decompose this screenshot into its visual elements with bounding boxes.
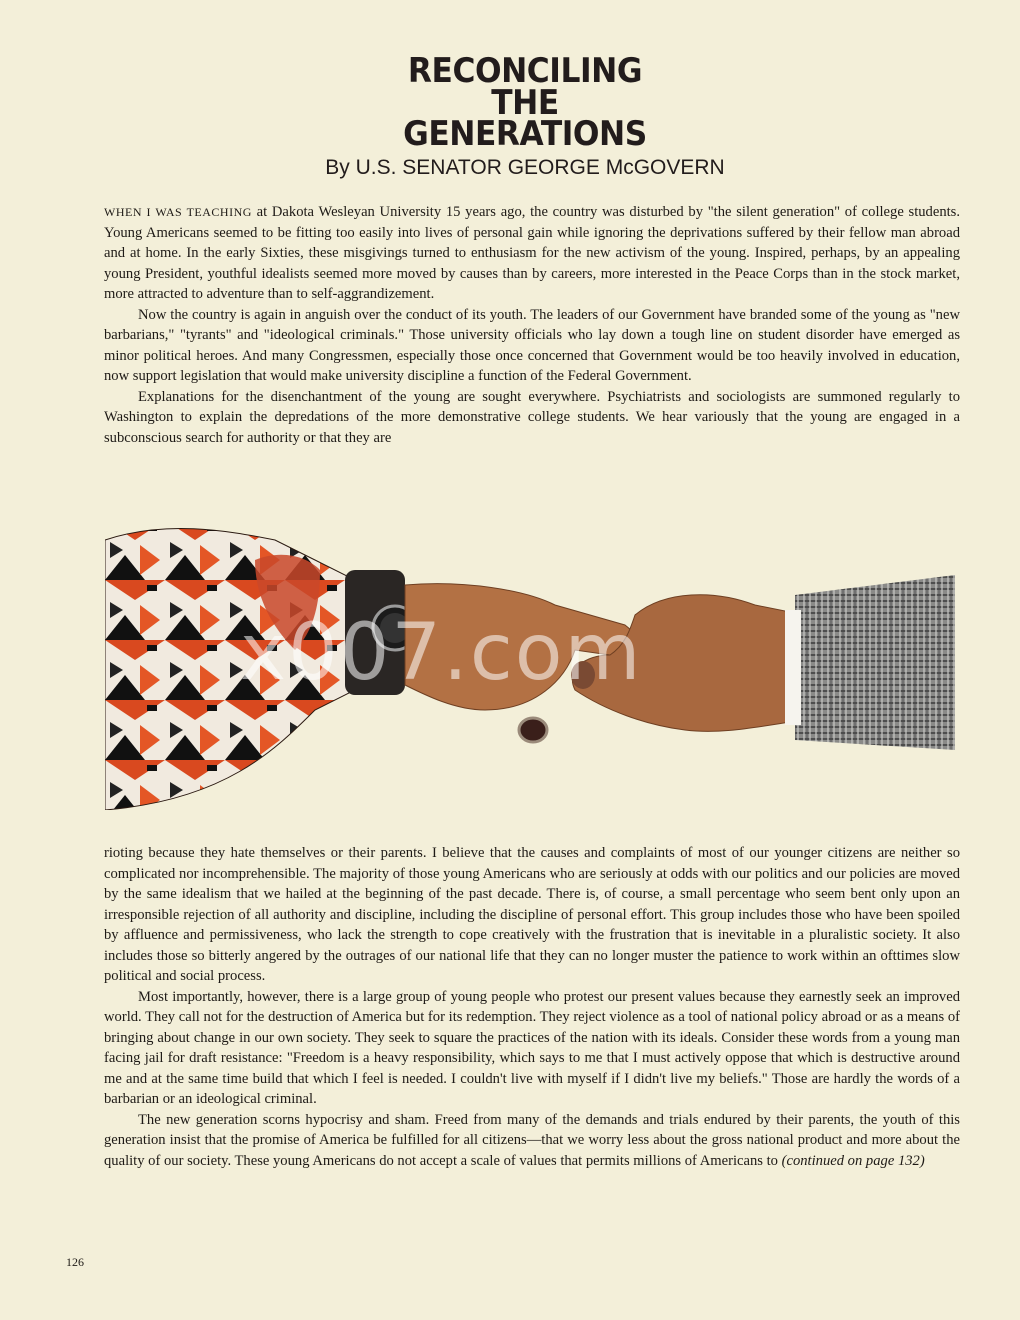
paragraph (104, 202, 960, 305)
article-body-top (104, 202, 960, 494)
continuation-note: (continued on page 132) (781, 1152, 925, 1169)
lead-in: WHEN I WAS TEACHING (104, 205, 252, 219)
article-body-bottom (104, 843, 960, 1269)
watermark: x007.com (240, 608, 643, 698)
paragraph: Now the country is again in anguish over the conduct of its youth. The leaders of our Government have branded some of the young as "new barbarians," "tyrants" and "ideological criminals." Those university officials who lay down a tough line on student disorder have emerged as minor political heroes. And many Congressmen, especially those once concerned that Government would be too heavily involved in education, now support legislation that would make university discipline a function of the Federal Government. (104, 306, 960, 384)
paragraph: Most importantly, however, there is a large group of young people who protest our present values because they earnestly seek an improved world. They call not for the destruction of America but for its redemption. They reject violence as a tool of national policy abroad or as a means of bringing about change in our own society. They seek to square the practices of the nation with its ideals. Consider these words from a young man facing jail for draft resistance: "Freedom is a heavy responsibility, which says to me that I must actively oppose that which is destructive around me and at the same time build that which I feel is needed. I couldn't live with myself if I didn't live my beliefs." Those are hardly the words of a barbarian or an ideological criminal. (104, 988, 960, 1107)
paragraph-text: The new generation scorns hypocrisy and sham. Freed from many of the demands and trials endured by their parents, the youth of this generation insist that the promise of America be fulfilled for all citizens—that we worry less about the gross national product and more about the quality of our society. These young Americans do not accept a scale of values that permits millions of Americans to (104, 1111, 960, 1169)
title-line-1: RECONCILING (407, 51, 643, 91)
byline: By U.S. SENATOR GEORGE McGOVERN (325, 156, 725, 179)
paragraph: Explanations for the disenchantment of the young are sought everywhere. Psychiatrists and sociologists are summoned regularly to Washington to explain the depredations of the more demonstrative college students. We hear variously that the young are engaged in a subconscious search for authority or that they are (104, 388, 960, 446)
title-line-2: THE (491, 83, 559, 123)
title-line-3: GENERATIONS (403, 114, 647, 154)
paragraph: rioting because they hate themselves or their parents. I believe that the causes and complaints of most of our younger citizens are neither so complicated nor incomprehensible. The majority of those young Americans who are seriously at odds with our politics and our policies are moved by the same idealism that we hailed at the beginning of the past decade. There is, of course, a small percentage who seem bent only upon an irresponsible rejection of all authority and discipline, including the discipline of personal effort. This group includes those who have been spoiled by affluence and permissiveness, who lack the strength to cope creatively with the frustration that is inevitable in a pluralistic society. It also includes those so bitterly angered by the outrages of our national life that they can no longer muster the patience to work within an ofttimes slow political and social process. (104, 845, 960, 984)
paragraph-text: at Dakota Wesleyan University 15 years ago, the country was disturbed by "the silent generation" of college students. Young Americans seemed to be fitting too easily into lives of personal gain while ignoring the deprivations suffered by their fellow man abroad and at home. In the early Sixties, these misgivings turned to enthusiasm for the new activism of the young. Inspired, perhaps, by an appealing young President, youthful idealists seemed more moved by causes than by careers, more interested in the Peace Corps than in the stock market, more attracted to adventure than to self-aggrandizement. (104, 204, 960, 302)
paragraph (104, 1110, 960, 1172)
page-number: 126 (66, 1255, 84, 1269)
